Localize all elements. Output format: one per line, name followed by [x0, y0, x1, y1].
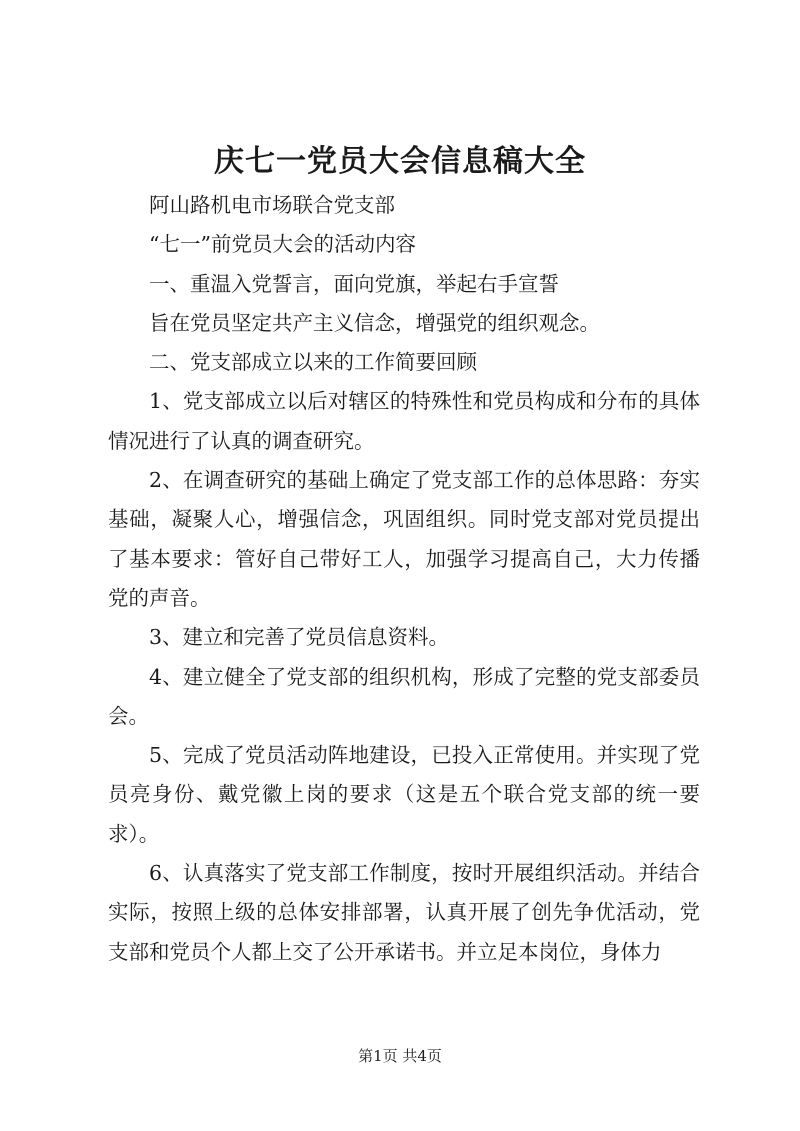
paragraph-item-4: 4、建立健全了党支部的组织机构，形成了完整的党支部委员会。 [108, 664, 700, 728]
paragraph-item-1: 1、党支部成立以后对辖区的特殊性和党员构成和分布的具体情况进行了认真的调查研究。 [108, 389, 700, 453]
paragraph-section-1: 一、重温入党誓言，面向党旗，举起右手宣誓 [149, 271, 559, 296]
paragraph-item-5: 5、完成了党员活动阵地建设，已投入正常使用。并实现了党员亮身份、戴党徽上岗的要求（这是五个联合党支部的统一要求）。 [108, 743, 700, 846]
page-footer: 第1页 共4页 [358, 1047, 442, 1065]
paragraph-org: 阿山路机电市场联合党支部 [149, 193, 395, 217]
paragraph-item-6: 6、认真落实了党支部工作制度，按时开展组织活动。并结合实际，按照上级的总体安排部署，认真开展了创先争优活动，党支部和党员个人都上交了公开承诺书。并立足本岗位，身体力 [108, 861, 700, 964]
paragraph-item-2: 2、在调查研究的基础上确定了党支部工作的总体思路：夯实基础，凝聚人心，增强信念，巩固组织。同时党支部对党员提出了基本要求：管好自己带好工人，加强学习提高自己，大力传播党的声音。 [108, 468, 700, 610]
document-title: 庆七一党员大会信息稿大全 [214, 144, 586, 179]
paragraph-activity-heading: “七一”前党员大会的活动内容 [149, 232, 416, 257]
paragraph-item-3: 3、建立和完善了党员信息资料。 [149, 625, 450, 650]
document-body [108, 186, 700, 972]
paragraph-purpose: 旨在党员坚定共产主义信念，增强党的组织观念。 [149, 310, 600, 335]
paragraph-section-2: 二、党支部成立以来的工作简要回顾 [149, 350, 477, 375]
